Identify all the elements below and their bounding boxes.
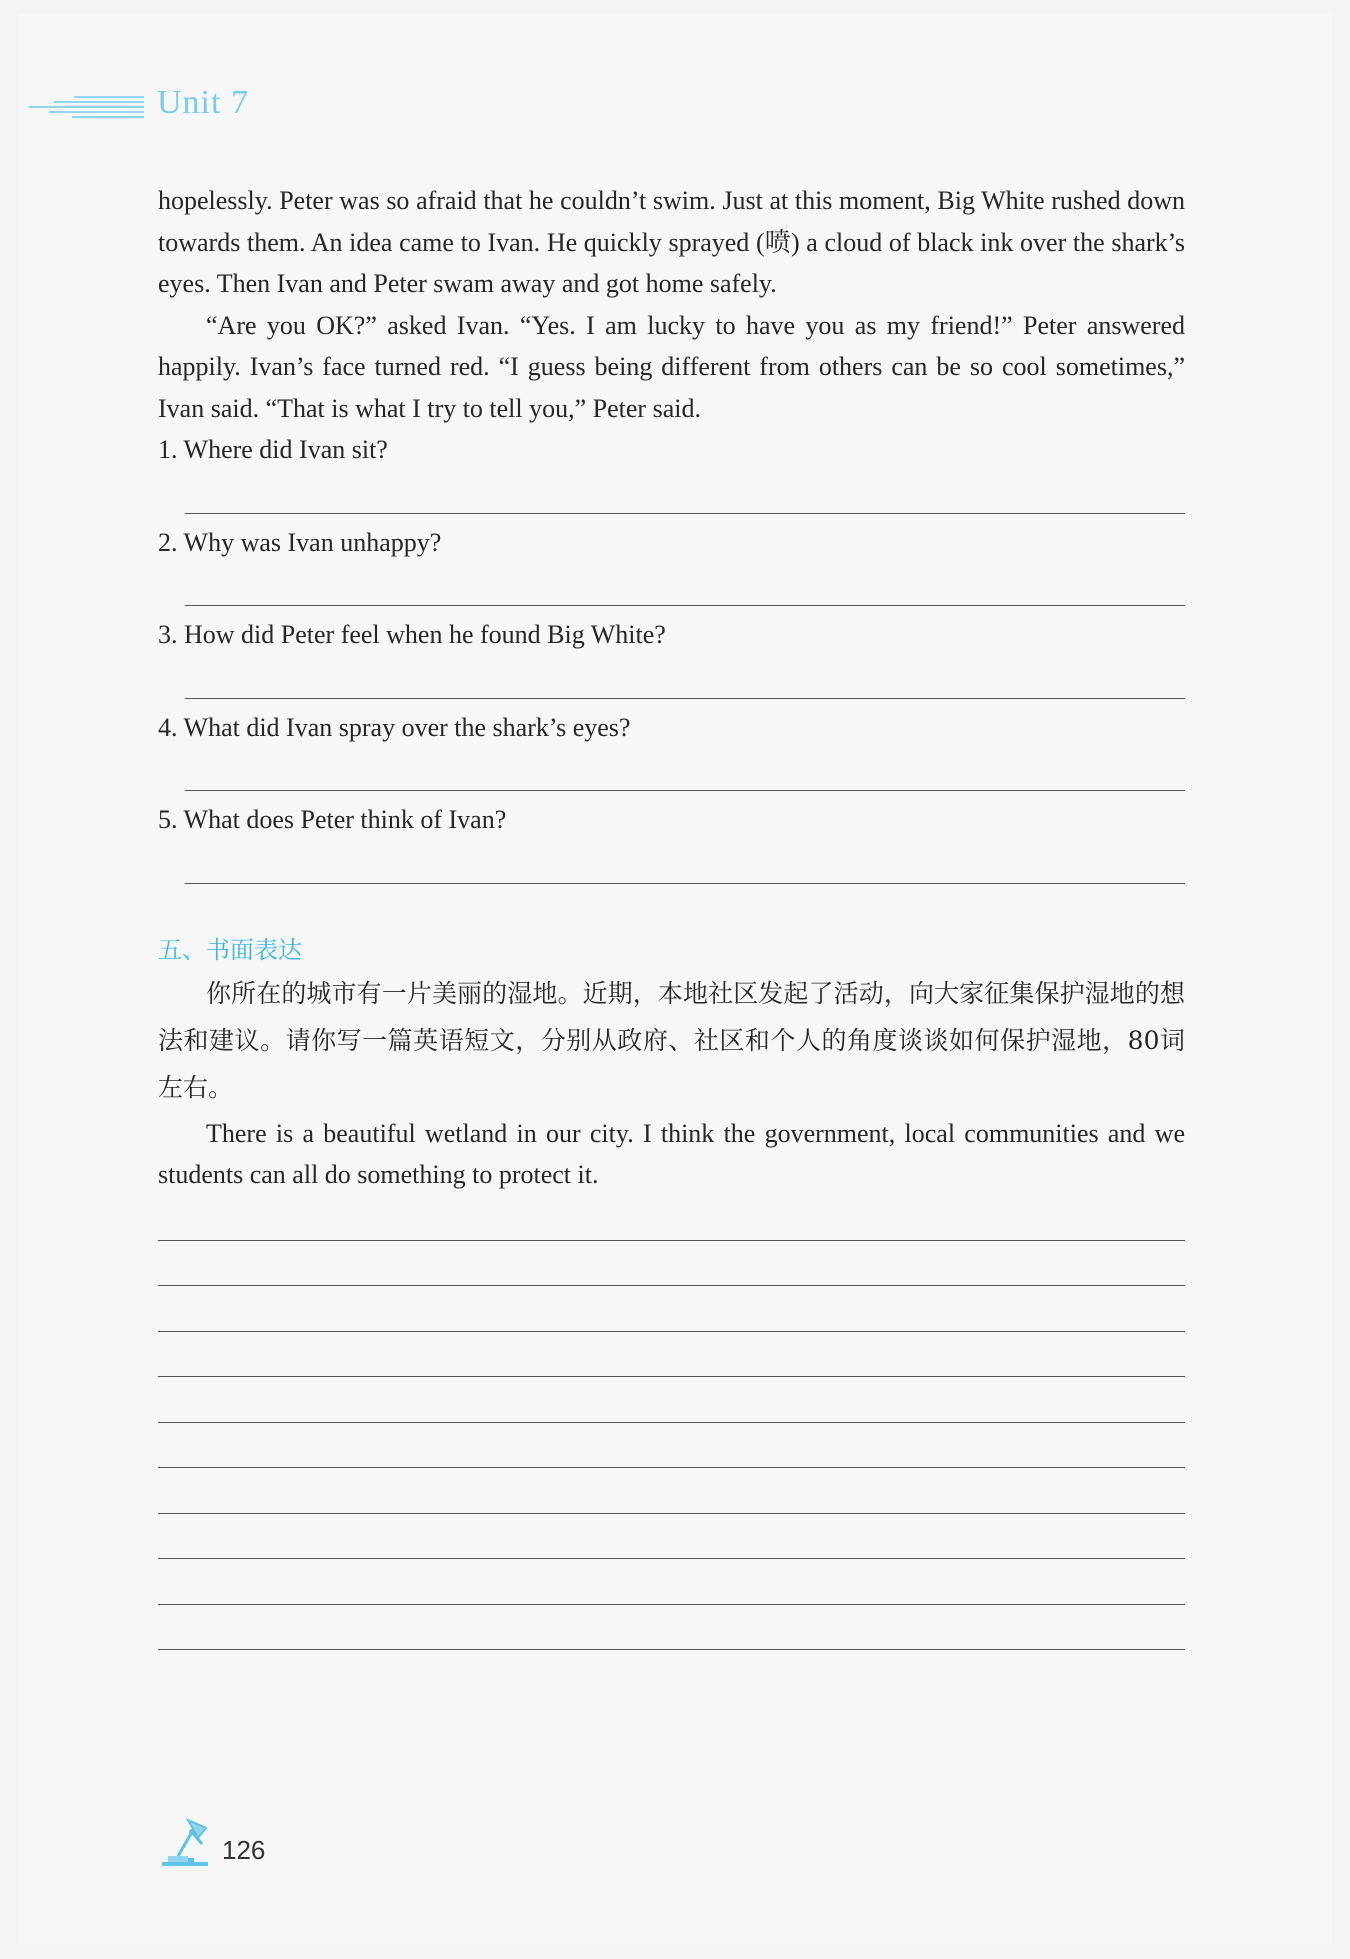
writing-line[interactable] [158,1649,1185,1650]
page-number: 126 [222,1835,266,1865]
writing-line[interactable] [158,1285,1185,1286]
writing-line[interactable] [158,1513,1185,1514]
writing-starter: There is a beautiful wetland in our city. I think the government, local communities and we students can all do something to protect it. [158,1118,1185,1189]
unit-title: Unit 7 [157,84,249,121]
answer-line-2[interactable] [185,605,1185,606]
question-1: 1. Where did Ivan sit? [158,435,388,464]
writing-line[interactable] [158,1422,1185,1423]
writing-prompt: 你所在的城市有一片美丽的湿地。近期，本地社区发起了活动，向大家征集保护湿地的想法和建议。请你写一篇英语短文，分别从政府、社区和个人的角度谈谈如何保护湿地，80词左右。 [158,978,1185,1102]
writing-lines[interactable] [158,1240,1185,1651]
header-stripes-decoration [22,96,144,122]
answer-line-1[interactable] [185,513,1185,514]
answer-line-4[interactable] [185,790,1185,791]
section-title-writing: 五、书面表达 [158,935,302,964]
writing-line[interactable] [158,1376,1185,1377]
answer-line-3[interactable] [185,698,1185,699]
writing-line[interactable] [158,1604,1185,1605]
question-5: 5. What does Peter think of Ivan? [158,805,507,834]
passage-paragraph-1: hopelessly. Peter was so afraid that he couldn’t swim. Just at this moment, Big White rushed down towards them. An idea came to Ivan. He quickly sprayed (喷) a cloud of black ink over the shark’s eyes. Then Ivan and Peter swam away and got home safely. [158,186,1185,298]
unit-header [0,84,300,134]
question-list [158,429,1185,884]
writing-line[interactable] [158,1331,1185,1332]
question-3: 3. How did Peter feel when he found Big White? [158,620,666,649]
desk-lamp-icon [158,1814,214,1870]
question-2: 2. Why was Ivan unhappy? [158,527,442,557]
passage-paragraph-2: “Are you OK?” asked Ivan. “Yes. I am lucky to have you as my friend!” Peter answered happily. Ivan’s face turned red. “I guess being different from others can be so cool sometimes,” Ivan said. “That is what I try to tell you,” Peter said. [158,310,1185,423]
writing-line[interactable] [158,1558,1185,1559]
question-4: 4. What did Ivan spray over the shark’s eyes? [158,712,631,742]
page-content [158,180,1185,1650]
writing-line[interactable] [158,1467,1185,1468]
writing-line[interactable] [158,1240,1185,1241]
